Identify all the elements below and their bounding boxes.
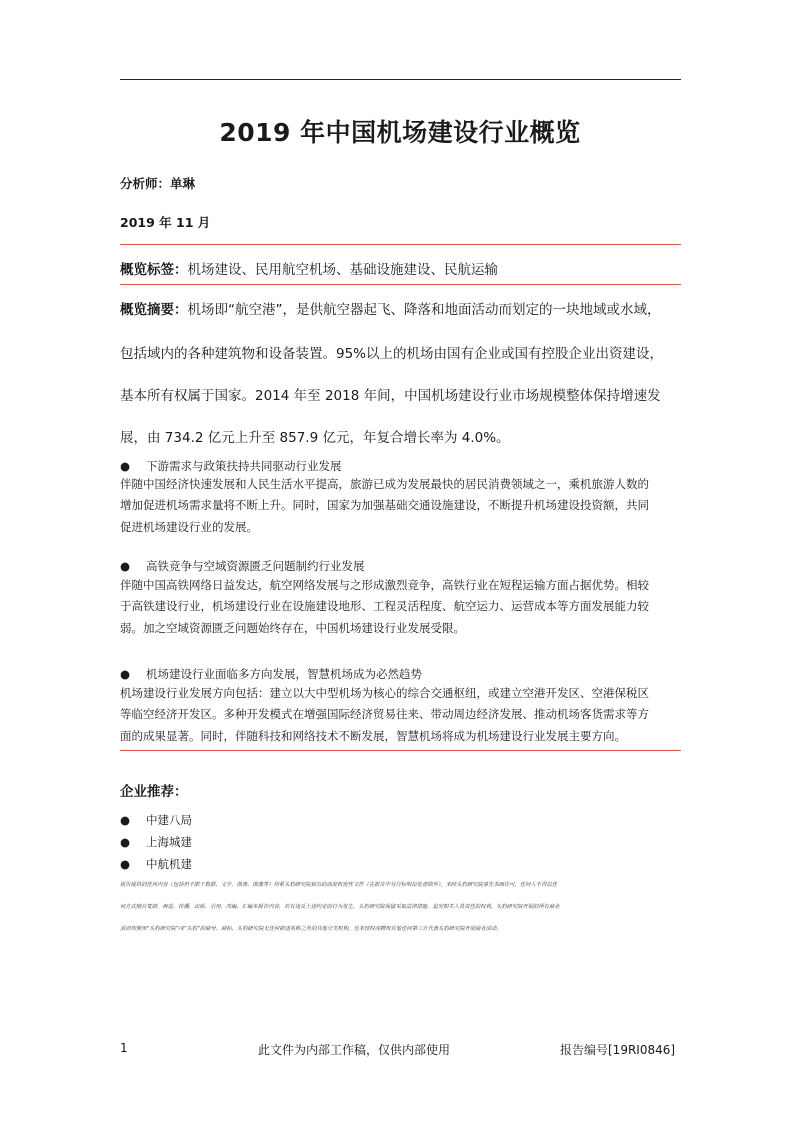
bullet-paragraph-3: 机场建设行业发展方向包括：建立以大中型机场为核心的综合交通枢纽，或建立空港开发区、空港保税区 等临空经济开发区。多种开发模式在增强国际经济贸易往来、带动周边经济发展、推动机场客货需求等方 面的成果显著。同时，伴随科技和网络技术不断发展，智慧机场将成为机场建设行业发展主要方向。 <box>120 686 649 743</box>
bullet-dot-icon: ● <box>120 559 131 573</box>
tags-label: 概览标签： <box>120 262 188 278</box>
summary-line-1: 概览摘要：机场即“航空港”，是供航空器起飞、降落和地面活动而划定的一块地域或水域， <box>120 302 661 318</box>
overview-tags <box>120 258 498 278</box>
recommendation-item: ● 上海城建 <box>120 835 192 849</box>
bullet-dot-icon: ● <box>120 667 131 681</box>
summary-line-4: 展，由 734.2 亿元上升至 857.9 亿元，年复合增长率为 4.0%。 <box>120 430 510 446</box>
footer-notice: 此文件为内部工作稿，仅供内部使用 <box>258 1043 451 1057</box>
report-date: 2019 年 11 月 <box>120 215 211 230</box>
recommendations-title: 企业推荐： <box>120 784 188 800</box>
bullet-dot-icon: ● <box>120 459 131 473</box>
bullet-dot-icon: ● <box>120 857 131 871</box>
legal-disclaimer: 报告提供的任何内容（包括但不限于数据、文字、图表、图像等）均系头豹研究院独有的高度机密性文件（在报告中另行标明出处者除外）。未经头豹研究院事先书面许可，任何人不得以任 何方式擅自复制、再造、传播、出版、引用、改编、汇编本报告内容，若有违反上述约定的行为发生，头豹研究院保留采取法律措施、追究相关人员责任的权利。头豹研究院开展的所有商业 活动均使用“头豹研究院”或“头豹”的商号、商标，头豹研究院无任何前述名称之外的其他分支机构，也未授权或聘用其他任何第三方代表头豹研究院开展商业活动。 <box>120 882 560 932</box>
bullet-dot-icon: ● <box>120 835 131 849</box>
divider-bottom <box>120 750 681 751</box>
document-title: 2019 年中国机场建设行业概览 <box>219 118 581 147</box>
page-number: 1 <box>120 1041 128 1055</box>
bullet-paragraph-2: 伴随中国高铁网络日益发达，航空网络发展与之形成激烈竞争，高铁行业在短程运输方面占据优势。相较 于高铁建设行业，机场建设行业在设施建设地形、工程灵活程度、航空运力、运营成本等方面发展能力较 弱。加之空域资源匮乏问题始终存在，中国机场建设行业发展受限。 <box>120 578 649 635</box>
recommendation-item: ● 中建八局 <box>120 813 192 827</box>
analyst-line: 分析师：单琳 <box>120 176 196 191</box>
report-id: 报告编号[19RI0846] <box>560 1043 676 1057</box>
summary-line-3: 基本所有权属于国家。2014 年至 2018 年间，中国机场建设行业市场规模整体保持增速发 <box>120 388 661 404</box>
tags-text: 机场建设、民用航空机场、基础设施建设、民航运输 <box>187 262 498 278</box>
divider-tags <box>120 284 681 285</box>
summary-line-2: 包括域内的各种建筑物和设备装置。95%以上的机场由国有企业或国有控股企业出资建设， <box>120 346 664 362</box>
top-rule <box>120 79 681 80</box>
summary-label: 概览摘要： <box>120 302 188 318</box>
bullet-paragraph-1: 伴随中国经济快速发展和人民生活水平提高，旅游已成为发展最快的居民消费领域之一，乘机旅游人数的 增加促进机场需求量将不断上升。同时，国家为加强基础交通设施建设，不断提升机场建设投资额，共同 促进机场建设行业的发展。 <box>120 477 649 534</box>
recommendation-item: ● 中航机建 <box>120 857 192 871</box>
bullet-heading-1: ● 下游需求与政策扶持共同驱动行业发展 <box>120 459 342 473</box>
bullet-heading-2: ● 高铁竞争与空域资源匮乏问题制约行业发展 <box>120 559 365 573</box>
bullet-dot-icon: ● <box>120 813 131 827</box>
bullet-heading-3: ● 机场建设行业面临多方向发展，智慧机场成为必然趋势 <box>120 667 422 681</box>
divider-top <box>120 244 681 245</box>
